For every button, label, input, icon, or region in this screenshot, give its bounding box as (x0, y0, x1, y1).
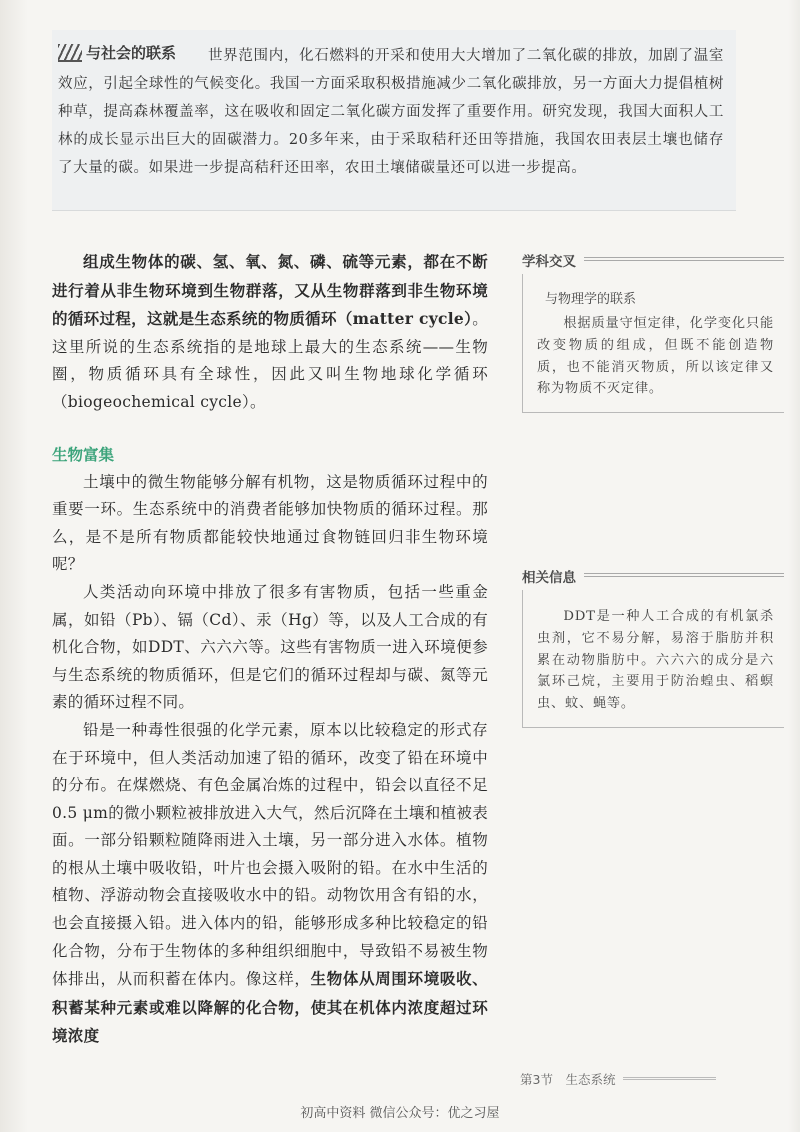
sidebar-related-info (522, 566, 784, 728)
sidebar-heading-text: 相关信息 (522, 570, 576, 586)
sidebar-box (522, 590, 784, 728)
main-column (52, 248, 488, 1051)
sidebar-subtitle: 与物理学的联系 (545, 292, 637, 307)
page-gutter (0, 0, 28, 1132)
paragraph-harmful-substances: 人类活动向环境中排放了很多有害物质，包括一些重金属，如铅（Pb）、镉（Cd）、汞（Hg）等，以及人工合成的有机化合物，如DDT、六六六等。这些有害物质一进入环境便参与生态系统的物质循环，但是它们的循环过程却与碳、氮等元素的循环过程不同。 (52, 582, 488, 712)
footer-rule (623, 1077, 716, 1081)
paragraph-soil-microbes: 土壤中的微生物能够分解有机物，这是物质循环过程中的重要一环。生态系统中的消费者能够加快物质的循环过程。那么，是不是所有物质都能较快地通过食物链回归非生物环境呢？ (52, 472, 488, 574)
society-text: 世界范围内，化石燃料的开采和使用大大增加了二氧化碳的排放，加剧了温室效应，引起全球性的气候变化。我国一方面采取积极措施减少二氧化碳排放，另一方面大力提倡植树种草，提高森林覆盖率，这在吸收和固定二氧化碳方面发挥了重要作用。研究发现，我国大面积人工林的成长显示出巨大的固碳潜力。20多年来，由于采取秸秆还田等措施，我国农田表层土壤也储存了大量的碳。如果进一步提高秸秆还田率，农田土壤储碳量还可以进一步提高。 (58, 48, 724, 176)
footer-section-text: 第3节 生态系统 (520, 1072, 616, 1087)
footer-section-label (520, 1070, 716, 1088)
dotted-rule (584, 257, 784, 263)
sidebar-text: 根据质量守恒定律，化学变化只能改变物质的组成，但既不能创造物质，也不能消灭物质，所以该定律又称为物质不灭定律。 (537, 316, 774, 397)
sidebar-heading (522, 250, 784, 270)
lead-text: 铅是一种毒性很强的化学元素，原本以比较稳定的形式存在于环境中，但人类活动加速了铅的循环，改变了铅在环境中的分布。在煤燃烧、有色金属冶炼的过程中，铅会以直径不足0.5 μm的微小颗粒被排放进入大气，然后沉降在土壤和植被表面。一部分铅颗粒随降雨进入土壤，另一部分进入水体。植物的根从土壤中吸收铅，叶片也会摄入吸附的铅。在水中生活的植物、浮游动物会直接吸收水中的铅。动物饮用含有铅的水，也会直接摄入铅。进入体内的铅，能够形成多种比较稳定的铅化合物，分布于生物体的多种组织细胞中，导致铅不易被生物体排出，从而积蓄在体内。像这样， (52, 720, 488, 989)
page-edge (788, 0, 800, 1132)
bioaccumulation-definition: 生物体从周围环境吸收、积蓄某种元素或难以降解的化合物，使其在机体内浓度超过环境浓度 (52, 969, 488, 1046)
matter-cycle-definition: 组成生物体的碳、氢、氧、氮、磷、硫等元素，都在不断进行着从非生物环境到生物群落，又从生物群落到非生物环境的循环过程，这就是生态系统的物质循环（matter cycle） (52, 252, 488, 329)
matter-cycle-tail: 。这里所说的生态系统指的是地球上最大的生态系统——生物圈，物质循环具有全球性，因此又叫生物地球化学循环（biogeochemical cycle）。 (52, 310, 488, 411)
section-heading-bioaccumulation: 生物富集 (52, 445, 115, 464)
footer-caption: 初高中资料 微信公众号：优之习屋 (300, 1106, 500, 1121)
paragraph-lead (52, 717, 488, 1051)
sidebar-heading (522, 566, 784, 586)
society-connection-box (52, 30, 736, 211)
sidebar-heading-text: 学科交叉 (522, 254, 576, 270)
society-title-text: 与社会的联系 (86, 44, 177, 62)
sidebar-interdisciplinary (522, 250, 784, 413)
paragraph-matter-cycle (52, 248, 488, 417)
dotted-rule (584, 573, 784, 579)
sidebar-text: DDT是一种人工合成的有机氯杀虫剂，它不易分解，易溶于脂肪并积累在动物脂肪中。六六六的成分是六氯环己烷，主要用于防治蝗虫、稻螟虫、蚊、蝇等。 (537, 609, 774, 712)
sidebar-box (522, 274, 784, 413)
